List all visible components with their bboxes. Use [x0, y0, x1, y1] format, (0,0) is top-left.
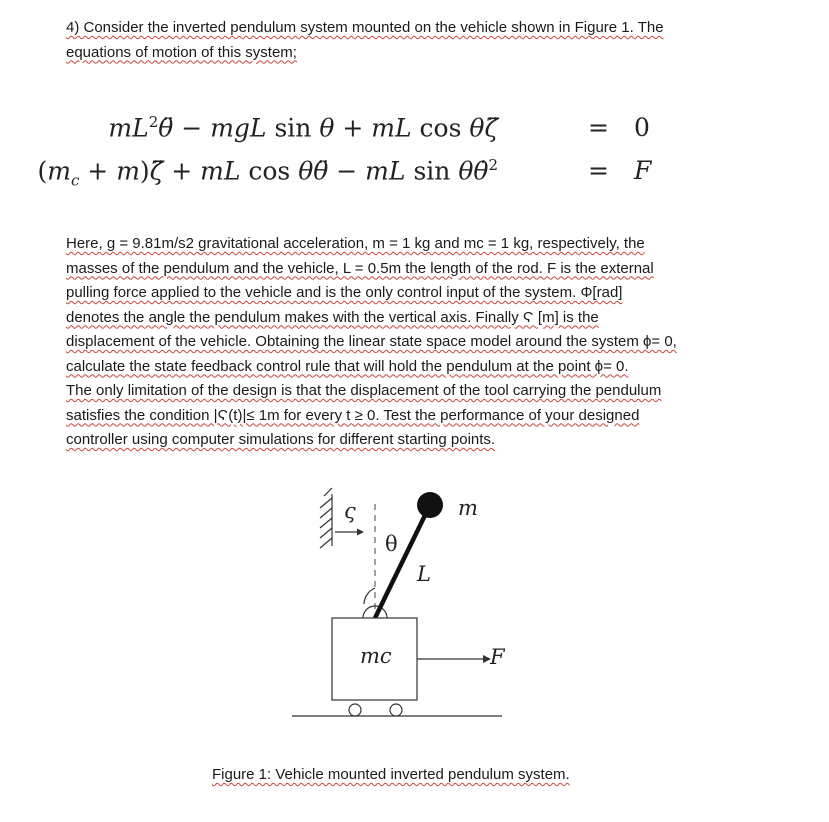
theta-arc	[364, 588, 375, 604]
zeta-arrow	[335, 529, 364, 536]
intro-line: 4) Consider the inverted pendulum system mounted on the vehicle shown in Figure 1. The	[66, 19, 664, 36]
body-line: The only limitation of the design is that the displacement of the tool carrying the pendulum	[66, 382, 662, 399]
mass-label: m	[458, 496, 478, 520]
vehicle-wheel-left	[349, 704, 361, 716]
body-line: calculate the state feedback control rule that will hold the pendulum at the point ϕ= 0.	[66, 357, 629, 375]
equations-of-motion	[37, 113, 670, 199]
equation-1-rhs: 0	[634, 113, 650, 142]
body-line: masses of the pendulum and the vehicle, L = 0.5m the length of the rod. F is the external	[66, 259, 654, 277]
equation-row-1	[110, 113, 670, 156]
equation-row-2	[37, 156, 670, 199]
body-line: satisfies the condition |Ϛ(t)|≤ 1m for every t ≥ 0. Test the performance of your designed	[66, 406, 640, 424]
question-body	[66, 232, 766, 453]
equation-1-equals: =	[588, 113, 609, 142]
force-label: F	[490, 645, 505, 669]
body-line: denotes the angle the pendulum makes with the vertical axis. Finally Ϛ [m] is the	[66, 308, 599, 326]
equation-2-lhs: ($m_c$ + m)ζ̈ + mL cos θθ̈ − mL sin θθ̇$^2$	[37, 156, 498, 190]
intro-line: equations of motion of this system;	[66, 43, 297, 61]
force-arrow	[417, 655, 491, 663]
length-label: L	[417, 562, 431, 586]
body-line: pulling force applied to the vehicle and is the only control input of the system. Φ[rad]	[66, 284, 623, 301]
cart-mass-label: mc	[360, 644, 392, 668]
theta-label: θ	[385, 532, 398, 556]
pendulum-bob	[417, 492, 443, 518]
equation-1-lhs: $mL^2\thetä$ − mgL sin θ + mL cos θζ̈	[108, 113, 498, 143]
vehicle-wheel-right	[390, 704, 402, 716]
wall-hatch	[320, 488, 332, 548]
equation-2-equals: =	[588, 156, 609, 185]
body-line: Here, g = 9.81m/s2 gravitational acceleration, m = 1 kg and mc = 1 kg, respectively, the	[66, 235, 645, 252]
pendulum-figure	[280, 484, 520, 720]
figure-caption: Figure 1: Vehicle mounted inverted pendulum system.	[212, 766, 570, 783]
body-line: controller using computer simulations for different starting points.	[66, 431, 496, 448]
question-intro	[66, 16, 766, 65]
pendulum-diagram	[280, 484, 520, 720]
body-line: displacement of the vehicle. Obtaining the linear state space model around the system ϕ= 0,	[66, 333, 677, 350]
zeta-label: ς	[344, 499, 356, 523]
equation-2-rhs: F	[634, 156, 652, 185]
